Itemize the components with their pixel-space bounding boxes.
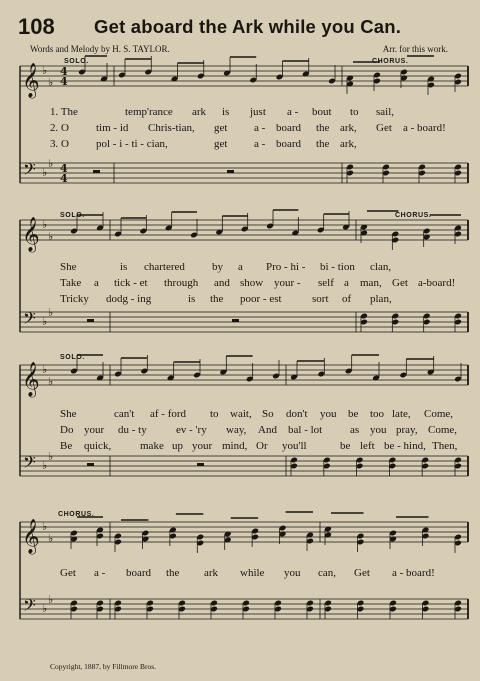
rest bbox=[197, 463, 204, 466]
lyric-syllable: a - bbox=[94, 567, 106, 579]
flat-sign: ♭ bbox=[42, 64, 48, 77]
lyric-syllable: a bbox=[344, 277, 349, 289]
flat-sign: ♭ bbox=[42, 166, 48, 179]
copyright-notice: Copyright, 1887, by Fillmore Bros. bbox=[50, 662, 157, 671]
lyric-syllable: can't bbox=[114, 408, 135, 420]
lyric-syllable: mind, bbox=[222, 440, 248, 452]
lyric-syllable: af - ford bbox=[150, 408, 187, 420]
lyric-syllable: So bbox=[262, 408, 274, 420]
lyric-syllable: as bbox=[350, 424, 360, 436]
lyric-syllable: bal - lot bbox=[288, 424, 323, 436]
lyric-syllable: pol - i - ti - cian, bbox=[96, 138, 168, 150]
lyric-syllable: a bbox=[238, 261, 243, 273]
lyric-syllable: man, bbox=[360, 277, 382, 289]
lyric-syllable: late, bbox=[392, 408, 411, 420]
lyric-syllable: ev - 'ry bbox=[176, 424, 207, 436]
lyric-syllable: a - bbox=[254, 122, 266, 134]
lyric-syllable: Pro - hi - bbox=[266, 261, 306, 273]
solo-marking: SOLO. bbox=[64, 58, 89, 65]
lyric-syllable: Chris-tian, bbox=[148, 122, 195, 134]
lyric-syllable: board bbox=[126, 567, 152, 579]
lyric-syllable: a - board! bbox=[403, 122, 446, 134]
lyric-syllable: way, bbox=[226, 424, 247, 436]
lyric-syllable: too bbox=[370, 408, 385, 420]
time-signature: 4 bbox=[60, 162, 68, 175]
lyric-syllable: clan, bbox=[370, 261, 392, 273]
lyric-syllable: plan, bbox=[370, 293, 392, 305]
flat-sign: ♭ bbox=[48, 306, 54, 319]
flat-sign: ♭ bbox=[48, 76, 54, 89]
flat-sign: ♭ bbox=[42, 363, 48, 376]
lyric-syllable: make bbox=[140, 440, 164, 452]
lyric-syllable: Get bbox=[354, 567, 370, 579]
lyric-syllable: you bbox=[284, 567, 301, 579]
lyric-syllable: 2. O bbox=[50, 122, 69, 134]
lyric-syllable: a-board! bbox=[418, 277, 456, 289]
lyric-syllable: She bbox=[60, 261, 77, 273]
lyric-syllable: to bbox=[210, 408, 219, 420]
lyric-syllable: a - bbox=[287, 106, 299, 118]
flat-sign: ♭ bbox=[42, 520, 48, 533]
lyric-syllable: Or bbox=[256, 440, 268, 452]
rest bbox=[93, 170, 100, 173]
bass-clef: 𝄢 bbox=[23, 452, 36, 476]
lyric-syllable: you bbox=[370, 424, 387, 436]
treble-clef: 𝄞 bbox=[22, 217, 40, 252]
lyric-syllable: tick - et bbox=[114, 277, 148, 289]
lyric-syllable: board bbox=[276, 138, 302, 150]
lyric-syllable: by bbox=[212, 261, 223, 273]
lyric-syllable: ark bbox=[192, 106, 207, 118]
lyric-syllable: pray, bbox=[396, 424, 418, 436]
rest bbox=[87, 319, 94, 322]
lyric-syllable: ark, bbox=[340, 122, 357, 134]
lyric-syllable: wait, bbox=[230, 408, 252, 420]
lyric-syllable: ark, bbox=[340, 138, 357, 150]
lyric-syllable: your bbox=[84, 424, 105, 436]
lyric-syllable: 1. The bbox=[50, 106, 78, 118]
lyric-syllable: a - board! bbox=[392, 567, 435, 579]
hymn-title: Get aboard the Ark while you Can. bbox=[94, 16, 402, 37]
lyric-syllable: Then, bbox=[432, 440, 458, 452]
arrangement-credit: Arr. for this work. bbox=[382, 44, 448, 54]
lyric-syllable: your - bbox=[274, 277, 301, 289]
lyric-syllable: you bbox=[320, 408, 337, 420]
lyric-syllable: be bbox=[348, 408, 359, 420]
lyric-syllable: show bbox=[240, 277, 264, 289]
time-signature: 4 bbox=[60, 65, 68, 78]
lyric-syllable: board bbox=[276, 122, 302, 134]
treble-clef: 𝄞 bbox=[22, 63, 40, 98]
chorus-marking: CHORUS. bbox=[395, 212, 432, 219]
rest bbox=[227, 170, 234, 173]
lyric-syllable: a - bbox=[254, 138, 266, 150]
chorus-marking: CHORUS. bbox=[372, 58, 409, 65]
lyric-syllable: be - hind, bbox=[384, 440, 426, 452]
bass-clef: 𝄢 bbox=[23, 159, 36, 183]
lyric-syllable: the bbox=[210, 293, 224, 305]
time-signature: 4 bbox=[60, 75, 68, 88]
lyric-syllable: is bbox=[120, 261, 128, 273]
lyric-syllable: to bbox=[350, 106, 359, 118]
lyric-syllable: get bbox=[214, 138, 228, 150]
lyric-syllable: du - ty bbox=[118, 424, 147, 436]
bass-clef: 𝄢 bbox=[23, 308, 36, 332]
lyric-syllable: just bbox=[250, 106, 266, 118]
solo-marking: SOLO. bbox=[60, 212, 85, 219]
flat-sign: ♭ bbox=[48, 230, 54, 243]
flat-sign: ♭ bbox=[48, 450, 54, 463]
flat-sign: ♭ bbox=[42, 602, 48, 615]
lyric-syllable: you'll bbox=[282, 440, 307, 452]
lyric-syllable: get bbox=[214, 122, 228, 134]
flat-sign: ♭ bbox=[48, 157, 54, 170]
lyric-syllable: through bbox=[164, 277, 199, 289]
lyric-syllable: bout bbox=[312, 106, 332, 118]
flat-sign: ♭ bbox=[48, 375, 54, 388]
lyric-syllable: don't bbox=[286, 408, 308, 420]
lyric-syllable: And bbox=[258, 424, 277, 436]
flat-sign: ♭ bbox=[42, 459, 48, 472]
time-signature: 4 bbox=[60, 172, 68, 185]
lyric-syllable: quick, bbox=[84, 440, 112, 452]
lyric-syllable: up bbox=[172, 440, 183, 452]
lyric-syllable: be bbox=[340, 440, 351, 452]
lyric-syllable: is bbox=[222, 106, 230, 118]
lyric-syllable: while bbox=[240, 567, 265, 579]
lyric-syllable: is bbox=[188, 293, 196, 305]
lyric-syllable: Take bbox=[60, 277, 82, 289]
lyric-syllable: 3. O bbox=[50, 138, 69, 150]
words-music-credit: Words and Melody by H. S. TAYLOR. bbox=[30, 44, 170, 54]
bass-clef: 𝄢 bbox=[23, 595, 36, 619]
chorus-marking: CHORUS. bbox=[58, 511, 95, 518]
lyric-syllable: Get bbox=[392, 277, 408, 289]
lyric-syllable: dodg - ing bbox=[106, 293, 152, 305]
lyric-syllable: Get bbox=[376, 122, 392, 134]
lyric-syllable: ark bbox=[204, 567, 219, 579]
lyric-syllable: sail, bbox=[376, 106, 395, 118]
lyric-syllable: poor - est bbox=[240, 293, 282, 305]
lyric-syllable: Come, bbox=[424, 408, 454, 420]
lyric-syllable: of bbox=[342, 293, 352, 305]
lyric-syllable: a bbox=[94, 277, 99, 289]
rest bbox=[87, 463, 94, 466]
treble-clef: 𝄞 bbox=[22, 362, 40, 397]
lyric-syllable: chartered bbox=[144, 261, 185, 273]
lyric-syllable: the bbox=[166, 567, 180, 579]
lyric-syllable: sort bbox=[312, 293, 329, 305]
lyric-syllable: Tricky bbox=[60, 293, 89, 305]
page-number: 108 bbox=[18, 14, 55, 39]
lyric-syllable: and bbox=[214, 277, 230, 289]
lyric-syllable: Be bbox=[60, 440, 73, 452]
lyric-syllable: left bbox=[360, 440, 375, 452]
lyric-syllable: self bbox=[318, 277, 334, 289]
flat-sign: ♭ bbox=[48, 532, 54, 545]
solo-marking: SOLO. bbox=[60, 354, 85, 361]
lyric-syllable: the bbox=[316, 122, 330, 134]
lyric-syllable: can, bbox=[318, 567, 337, 579]
lyric-syllable: bi - tion bbox=[320, 261, 355, 273]
lyric-syllable: the bbox=[316, 138, 330, 150]
lyric-syllable: She bbox=[60, 408, 77, 420]
lyric-syllable: your bbox=[192, 440, 213, 452]
treble-clef: 𝄞 bbox=[22, 519, 40, 554]
lyric-syllable: temp'rance bbox=[125, 106, 173, 118]
flat-sign: ♭ bbox=[42, 218, 48, 231]
flat-sign: ♭ bbox=[48, 593, 54, 606]
lyric-syllable: tim - id bbox=[96, 122, 129, 134]
lyric-syllable: Come, bbox=[428, 424, 458, 436]
flat-sign: ♭ bbox=[42, 315, 48, 328]
lyric-syllable: Get bbox=[60, 567, 76, 579]
lyric-syllable: Do bbox=[60, 424, 74, 436]
rest bbox=[232, 319, 239, 322]
